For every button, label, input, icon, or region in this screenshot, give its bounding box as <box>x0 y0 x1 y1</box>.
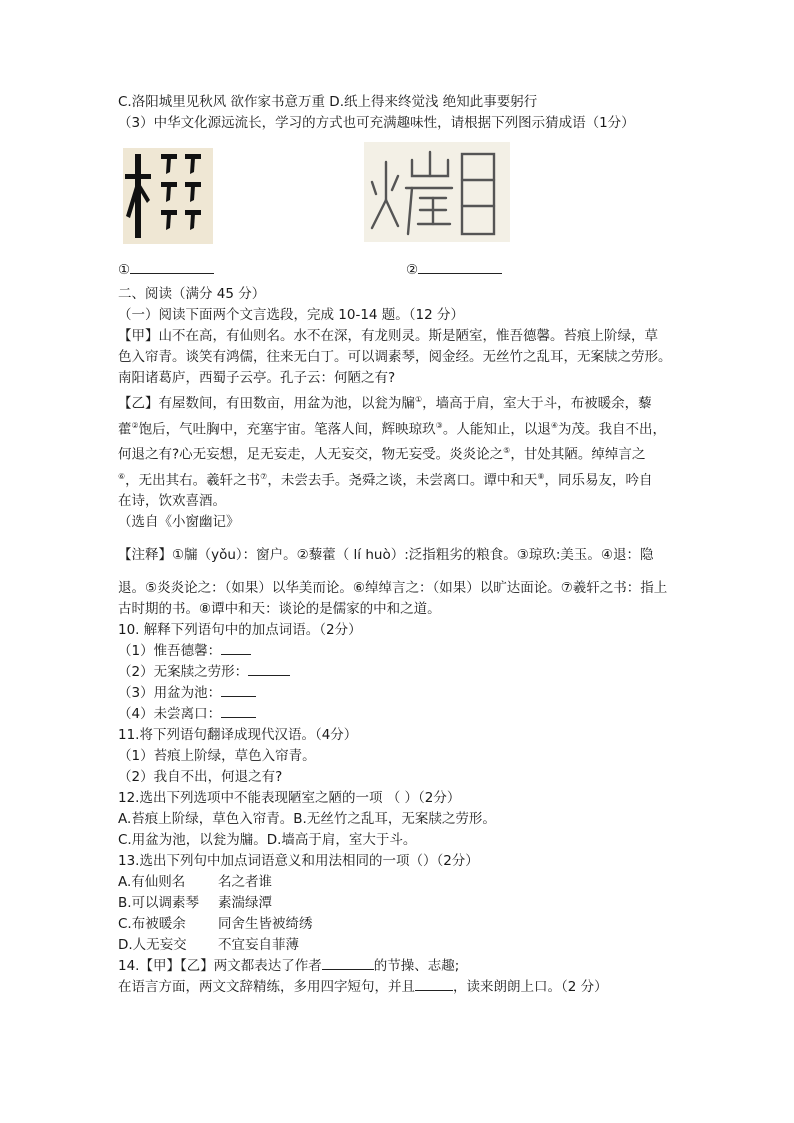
q10-blank-3[interactable] <box>221 683 256 697</box>
q10-blank-1[interactable] <box>221 641 251 655</box>
answer-blanks <box>118 260 678 284</box>
passage-yi: 【乙】有屋数间，有田数亩，用盆为池，以瓮为牖①，墙高于肩，室大于斗，布被暖余，藜 藿②饱后，气吐胸中，充塞宇宙。笔落人间，辉映琼玖③。人能知止，以退④为茂。我自不出， 何退之有?心无妄想，足无妄走，人无妄交，物无妄受。炎炎论之⑤，甘处其陋。绰绰言之 ⑥，无出其右。羲轩之书⑦，未尝去手。尧舜之谈，未尝离口。谭中和天⑧，同乐易友，吟自 在诗，饮欢喜酒。 （选自《小窗幽记》 <box>118 389 678 533</box>
answer-1-blank[interactable] <box>130 260 214 274</box>
answer-2: ② <box>406 260 502 278</box>
section-2-title: 二、阅读（满分 45 分） <box>118 286 266 302</box>
question-11: 11.将下列语句翻译成现代汉语。（4分） （1）苔痕上阶绿，草色入帘青。 （2）我自不出，何退之有? <box>118 727 358 785</box>
document-page <box>118 92 678 998</box>
q10-blank-4[interactable] <box>221 704 256 718</box>
passage-source: （选自《小窗幽记》 <box>118 514 240 530</box>
question-10: 10. 解释下列语句中的加点词语。（2分） （1）惟吾德馨： （2）无案牍之劳形： （3）用盆为池： （4）未尝离口： <box>118 622 362 722</box>
question-12: 12.选出下列选项中不能表现陋室之陋的一项 （ ）（2分） A.苔痕上阶绿，草色入帘青。B.无丝竹之乱耳，无案牍之劳形。 C.用盆为池，以瓮为牖。D.墙高于肩，室大于斗。 <box>118 790 496 848</box>
q14-blank-1[interactable] <box>322 956 374 970</box>
passage-jia: 【甲】山不在高，有仙则名。水不在深，有龙则灵。斯是陋室，惟吾德馨。苔痕上阶绿，草 色入帘青。谈笑有鸿儒，往来无白丁。可以调素琴，阅金经。无丝竹之乱耳，无案牍之劳形。 南阳诸葛庐，西蜀子云亭。孔子云：何陋之有? <box>118 328 672 386</box>
question-3: （3）中华文化源远流长，学习的方式也可充满趣味性，请根据下列图示猜成语（1分） <box>118 115 635 131</box>
riddle-image-fire-mountain-eye <box>364 142 510 242</box>
annotations: 【注释】①牖（yǒu）：窗户。②藜藿（ lí huò）:泛指粗劣的粮食。③琼玖:美玉。④退：隐 退。⑤炎炎论之：（如果）以华美而论。⑥绰绰言之：（如果）以旷达面论。⑦羲轩之书：指上 古时期的书。⑧谭中和天：谈论的是儒家的中和之道。 <box>118 547 668 617</box>
answer-1: ① <box>118 260 214 278</box>
riddle-image-tree-ding <box>123 148 213 244</box>
subsection-1-title: （一）阅读下面两个文言选段，完成 10-14 题。（12 分） <box>118 307 465 323</box>
idiom-figures <box>118 142 678 254</box>
answer-2-blank[interactable] <box>418 260 502 274</box>
q10-blank-2[interactable] <box>248 662 290 676</box>
top-options: C.洛阳城里见秋风 欲作家书意万重 D.纸上得来终觉浅 绝知此事要躬行 <box>118 94 538 110</box>
question-13: 13.选出下列句中加点词语意义和用法相同的一项（）（2分） A.有仙则名 名之者谁 B.可以调素琴 素湍绿潭 C.布被暖余 同舍生皆被绮绣 D.人无妄交 不宜妄自菲薄 <box>118 853 479 953</box>
q14-blank-2[interactable] <box>415 977 453 991</box>
question-14: 14.【甲】【乙】两文都表达了作者 的节操、志趣; 在语言方面，两文文辞精练，多用四字短句，并且 ，读来朗朗上口。（2 分） <box>118 958 608 995</box>
